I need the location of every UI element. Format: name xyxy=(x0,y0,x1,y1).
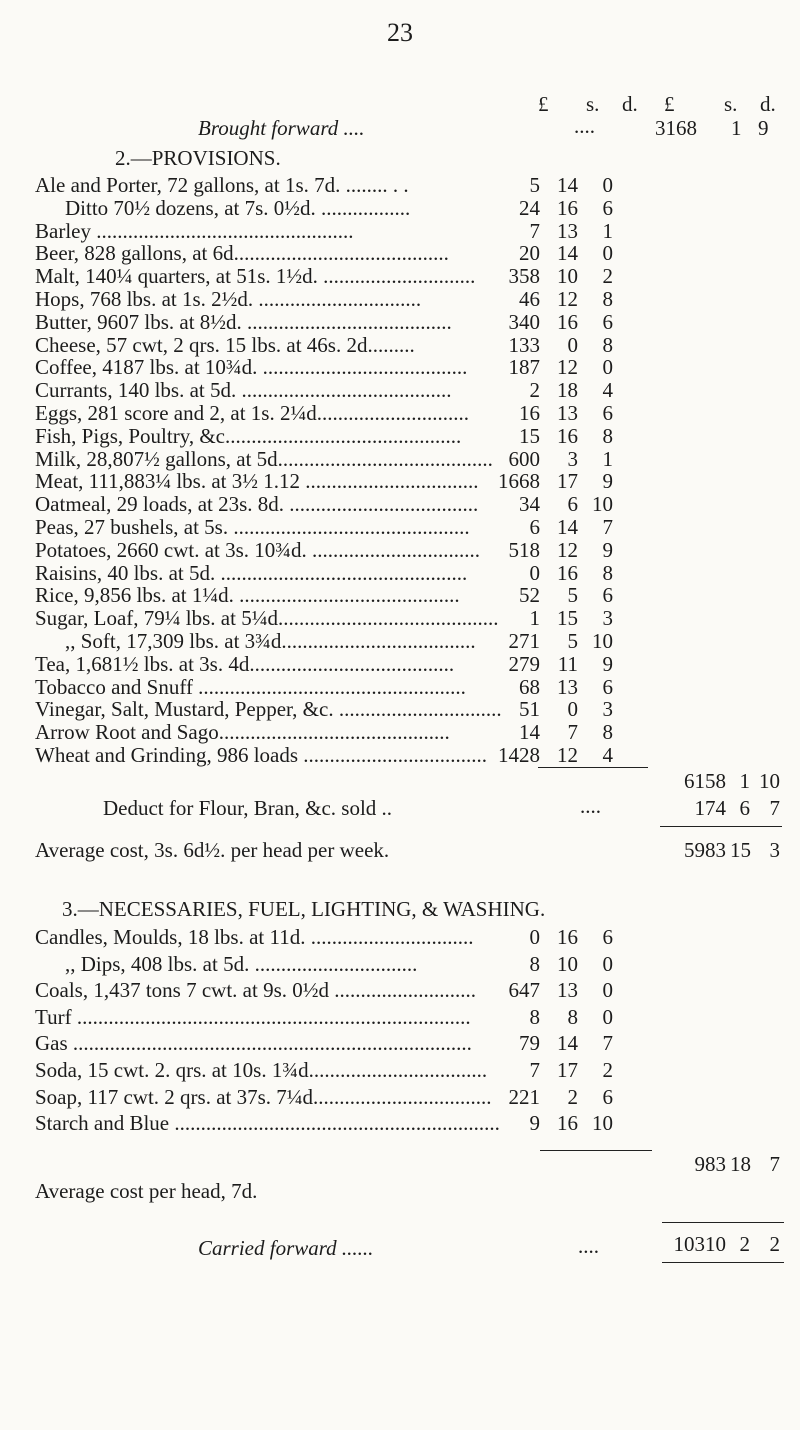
item-pounds: 340 xyxy=(508,309,540,334)
deduct-shillings: 6 xyxy=(739,796,750,820)
item-label: Milk, 28,807½ gallons, at 5d......................................... xyxy=(35,446,493,471)
item-pounds: 647 xyxy=(508,978,540,1003)
item-pounds: 9 xyxy=(529,1111,540,1136)
item-pence: 7 xyxy=(602,1031,613,1056)
item-pence: 8 xyxy=(602,423,613,448)
brought-forward-dots: .... xyxy=(574,114,595,138)
item-pounds: 8 xyxy=(529,951,540,976)
item-shillings: 14 xyxy=(557,241,578,266)
item-label: Soap, 117 cwt. 2 qrs. at 37s. 7¼d.................................. xyxy=(35,1084,492,1109)
deduct-dots: .... xyxy=(580,794,601,818)
item-shillings: 11 xyxy=(557,651,578,676)
item-shillings: 0 xyxy=(567,332,578,357)
item-pounds: 14 xyxy=(519,720,540,745)
item-label: Ditto 70½ dozens, at 7s. 0½d. ................. xyxy=(65,195,411,220)
item-pence: 6 xyxy=(602,674,613,699)
provisions-net-pence: 3 xyxy=(769,838,780,862)
item-shillings: 13 xyxy=(557,674,578,699)
brought-forward-pence: 9 xyxy=(758,116,769,140)
item-label: Tea, 1,681½ lbs. at 3s. 4d....................................... xyxy=(35,651,455,676)
item-shillings: 15 xyxy=(557,606,578,631)
item-pounds: 133 xyxy=(508,332,540,357)
item-label: Potatoes, 2660 cwt. at 3s. 10¾d. ................................ xyxy=(35,537,481,562)
ledger-row xyxy=(35,925,775,953)
item-shillings: 16 xyxy=(557,423,578,448)
item-pounds: 5 xyxy=(529,173,540,197)
necessaries-subtotal-pence: 7 xyxy=(769,1152,780,1176)
item-pounds: 1 xyxy=(529,606,540,631)
item-shillings: 16 xyxy=(557,195,578,220)
item-pounds: 0 xyxy=(529,925,540,949)
item-pounds: 271 xyxy=(508,629,540,653)
item-pounds: 518 xyxy=(508,537,540,562)
item-pounds: 16 xyxy=(519,401,540,425)
deduct-label: Deduct for Flour, Bran, &c. sold .. xyxy=(103,796,393,820)
item-pence: 6 xyxy=(602,401,613,425)
item-label: Butter, 9607 lbs. at 8½d. ....................................... xyxy=(35,309,452,334)
item-pence: 4 xyxy=(602,378,613,403)
item-label: Coffee, 4187 lbs. at 10¾d. ....................................... xyxy=(35,355,468,380)
item-pence: 0 xyxy=(602,951,613,976)
item-label: Tobacco and Snuff ................................................... xyxy=(35,674,466,699)
item-shillings: 18 xyxy=(557,378,578,403)
item-label: Starch and Blue .............................................................. xyxy=(35,1111,500,1136)
item-pounds: 2 xyxy=(529,378,540,403)
subtotal-rule xyxy=(538,767,648,768)
item-label: Candles, Moulds, 18 lbs. at 11d. ............................... xyxy=(35,925,474,949)
item-shillings: 5 xyxy=(567,629,578,653)
item-pounds: 1428 xyxy=(498,743,540,767)
item-shillings: 3 xyxy=(567,446,578,471)
item-label: Cheese, 57 cwt, 2 qrs. 15 lbs. at 46s. 2d......... xyxy=(35,332,415,357)
carried-forward-pence: 2 xyxy=(769,1232,780,1256)
item-pence: 3 xyxy=(602,697,613,722)
ledger-row xyxy=(35,743,775,771)
item-pence: 6 xyxy=(602,195,613,220)
item-pence: 8 xyxy=(602,720,613,745)
item-shillings: 5 xyxy=(567,583,578,608)
item-label: Arrow Root and Sago............................................ xyxy=(35,720,450,745)
item-pence: 1 xyxy=(602,446,613,471)
item-shillings: 14 xyxy=(557,1031,578,1056)
ledger-row xyxy=(35,1058,775,1086)
item-label: Beer, 828 gallons, at 6d......................................... xyxy=(35,241,449,266)
item-label: Turf ........................................................................... xyxy=(35,1004,471,1029)
item-pounds: 24 xyxy=(519,195,540,220)
ledger-row xyxy=(35,1031,775,1059)
brought-forward-shillings: 1 xyxy=(731,116,742,140)
item-pence: 0 xyxy=(602,1004,613,1029)
item-label: Gas ............................................................................ xyxy=(35,1031,472,1056)
item-shillings: 0 xyxy=(567,697,578,722)
item-shillings: 14 xyxy=(557,515,578,539)
item-pounds: 68 xyxy=(519,674,540,699)
provisions-average-label: Average cost, 3s. 6d½. per head per week. xyxy=(35,838,390,862)
item-pence: 9 xyxy=(602,537,613,562)
net-rule xyxy=(660,826,782,827)
item-label: Raisins, 40 lbs. at 5d. ............................................... xyxy=(35,560,468,585)
item-shillings: 12 xyxy=(557,537,578,562)
item-pence: 7 xyxy=(602,515,613,539)
item-pence: 10 xyxy=(592,492,613,517)
carried-forward-shillings: 2 xyxy=(739,1232,750,1256)
item-shillings: 12 xyxy=(557,743,578,767)
item-label: Oatmeal, 29 loads, at 23s. 8d. .................................... xyxy=(35,492,479,517)
item-pence: 6 xyxy=(602,925,613,949)
item-label: Vinegar, Salt, Mustard, Pepper, &c. ............................... xyxy=(35,697,502,722)
item-label: ,, Soft, 17,309 lbs. at 3¾d..................................... xyxy=(65,629,476,653)
col2-pounds-header: £ xyxy=(664,92,675,116)
item-pence: 6 xyxy=(602,1084,613,1109)
necessaries-subtotal-pounds: 983 xyxy=(694,1152,726,1176)
item-pounds: 51 xyxy=(519,697,540,722)
col2-pence-header: d. xyxy=(760,92,776,116)
item-pence: 10 xyxy=(592,1111,613,1136)
item-shillings: 13 xyxy=(557,401,578,425)
item-label: Barley ................................................. xyxy=(35,218,354,243)
deduct-pence: 7 xyxy=(769,796,780,820)
ledger-row xyxy=(35,1111,775,1139)
item-label: Meat, 111,883¼ lbs. at 3½ 1.12 ................................. xyxy=(35,469,479,494)
item-label: Hops, 768 lbs. at 1s. 2½d. ............................... xyxy=(35,287,422,311)
item-pence: 9 xyxy=(602,651,613,676)
item-shillings: 8 xyxy=(567,1004,578,1029)
provisions-subtotal-shillings: 1 xyxy=(739,769,750,793)
item-pounds: 0 xyxy=(529,560,540,585)
item-pence: 9 xyxy=(602,469,613,494)
ledger-row xyxy=(35,1005,775,1033)
item-label: Soda, 15 cwt. 2. qrs. at 10s. 1¾d.................................. xyxy=(35,1058,488,1082)
item-label: ,, Dips, 408 lbs. at 5d. ............................... xyxy=(65,951,418,976)
item-shillings: 16 xyxy=(557,925,578,949)
provisions-subtotal-pence: 10 xyxy=(759,769,780,793)
item-shillings: 14 xyxy=(557,173,578,197)
item-shillings: 13 xyxy=(557,218,578,243)
item-shillings: 10 xyxy=(557,951,578,976)
item-pence: 4 xyxy=(602,743,613,767)
necessaries-average-label: Average cost per head, 7d. xyxy=(35,1179,258,1203)
carried-rule-bottom xyxy=(662,1262,784,1263)
item-pence: 0 xyxy=(602,978,613,1003)
item-pence: 8 xyxy=(602,560,613,585)
item-label: Sugar, Loaf, 79¼ lbs. at 5¼d.......................................... xyxy=(35,606,499,631)
item-label: Eggs, 281 score and 2, at 1s. 2¼d............................. xyxy=(35,401,469,425)
item-shillings: 12 xyxy=(557,287,578,311)
item-label: Coals, 1,437 tons 7 cwt. at 9s. 0½d ........................... xyxy=(35,978,476,1003)
col2-shillings-header: s. xyxy=(724,92,738,116)
item-shillings: 13 xyxy=(557,978,578,1003)
item-pounds: 52 xyxy=(519,583,540,608)
ledger-row xyxy=(35,978,775,1006)
item-pence: 2 xyxy=(602,1058,613,1082)
item-shillings: 17 xyxy=(557,1058,578,1082)
item-pounds: 46 xyxy=(519,287,540,311)
item-shillings: 6 xyxy=(567,492,578,517)
item-shillings: 10 xyxy=(557,264,578,289)
item-pounds: 358 xyxy=(508,264,540,289)
item-pounds: 15 xyxy=(519,423,540,448)
provisions-net-shillings: 15 xyxy=(730,838,751,862)
item-label: Fish, Pigs, Poultry, &c............................................. xyxy=(35,423,462,448)
necessaries-subtotal-shillings: 18 xyxy=(730,1152,751,1176)
item-pence: 6 xyxy=(602,309,613,334)
item-label: Peas, 27 bushels, at 5s. ............................................. xyxy=(35,515,470,539)
item-pence: 2 xyxy=(602,264,613,289)
item-pence: 8 xyxy=(602,332,613,357)
item-pence: 10 xyxy=(592,629,613,653)
page-number: 23 xyxy=(387,18,413,47)
brought-forward-label: Brought forward .... xyxy=(198,116,365,140)
item-pence: 3 xyxy=(602,606,613,631)
item-pence: 6 xyxy=(602,583,613,608)
item-shillings: 16 xyxy=(557,309,578,334)
item-pounds: 7 xyxy=(529,218,540,243)
item-pounds: 279 xyxy=(508,651,540,676)
col1-pounds-header: £ xyxy=(538,92,549,116)
item-label: Malt, 140¼ quarters, at 51s. 1½d. ............................. xyxy=(35,264,476,289)
item-shillings: 2 xyxy=(567,1084,578,1109)
item-pence: 1 xyxy=(602,218,613,243)
item-shillings: 17 xyxy=(557,469,578,494)
item-label: Currants, 140 lbs. at 5d. ........................................ xyxy=(35,378,452,403)
item-pounds: 34 xyxy=(519,492,540,517)
ledger-row xyxy=(35,1085,775,1113)
necessaries-heading: 3.—NECESSARIES, FUEL, LIGHTING, & WASHING. xyxy=(62,897,546,921)
item-shillings: 7 xyxy=(567,720,578,745)
item-shillings: 16 xyxy=(557,560,578,585)
item-pence: 8 xyxy=(602,287,613,311)
item-pounds: 6 xyxy=(529,515,540,539)
provisions-subtotal-pounds: 6158 xyxy=(684,769,726,793)
item-label: Rice, 9,856 lbs. at 1¼d. .......................................... xyxy=(35,583,460,608)
item-pounds: 1668 xyxy=(498,469,540,494)
item-shillings: 16 xyxy=(557,1111,578,1136)
necessaries-rule xyxy=(540,1150,652,1151)
ledger-row xyxy=(35,952,775,980)
item-pounds: 187 xyxy=(508,355,540,380)
carried-forward-dots: .... xyxy=(578,1234,599,1258)
provisions-heading: 2.—PROVISIONS. xyxy=(115,146,281,170)
item-pounds: 7 xyxy=(529,1058,540,1082)
col1-pence-header: d. xyxy=(622,92,638,116)
item-shillings: 12 xyxy=(557,355,578,380)
provisions-net-pounds: 5983 xyxy=(684,838,726,862)
carried-forward-label: Carried forward ...... xyxy=(198,1236,374,1260)
item-label: Wheat and Grinding, 986 loads ................................... xyxy=(35,743,488,767)
item-pence: 0 xyxy=(602,241,613,266)
item-pounds: 221 xyxy=(508,1084,540,1109)
item-pence: 0 xyxy=(602,355,613,380)
brought-forward-pounds: 3168 xyxy=(655,116,697,140)
item-pounds: 600 xyxy=(508,446,540,471)
item-pence: 0 xyxy=(602,173,613,197)
deduct-pounds: 174 xyxy=(694,796,726,820)
col1-shillings-header: s. xyxy=(586,92,600,116)
item-pounds: 8 xyxy=(529,1004,540,1029)
item-label: Ale and Porter, 72 gallons, at 1s. 7d. ........ . . xyxy=(35,173,409,197)
carried-forward-pounds: 10310 xyxy=(673,1232,726,1256)
carried-rule xyxy=(662,1222,784,1223)
item-pounds: 20 xyxy=(519,241,540,266)
item-pounds: 79 xyxy=(519,1031,540,1056)
